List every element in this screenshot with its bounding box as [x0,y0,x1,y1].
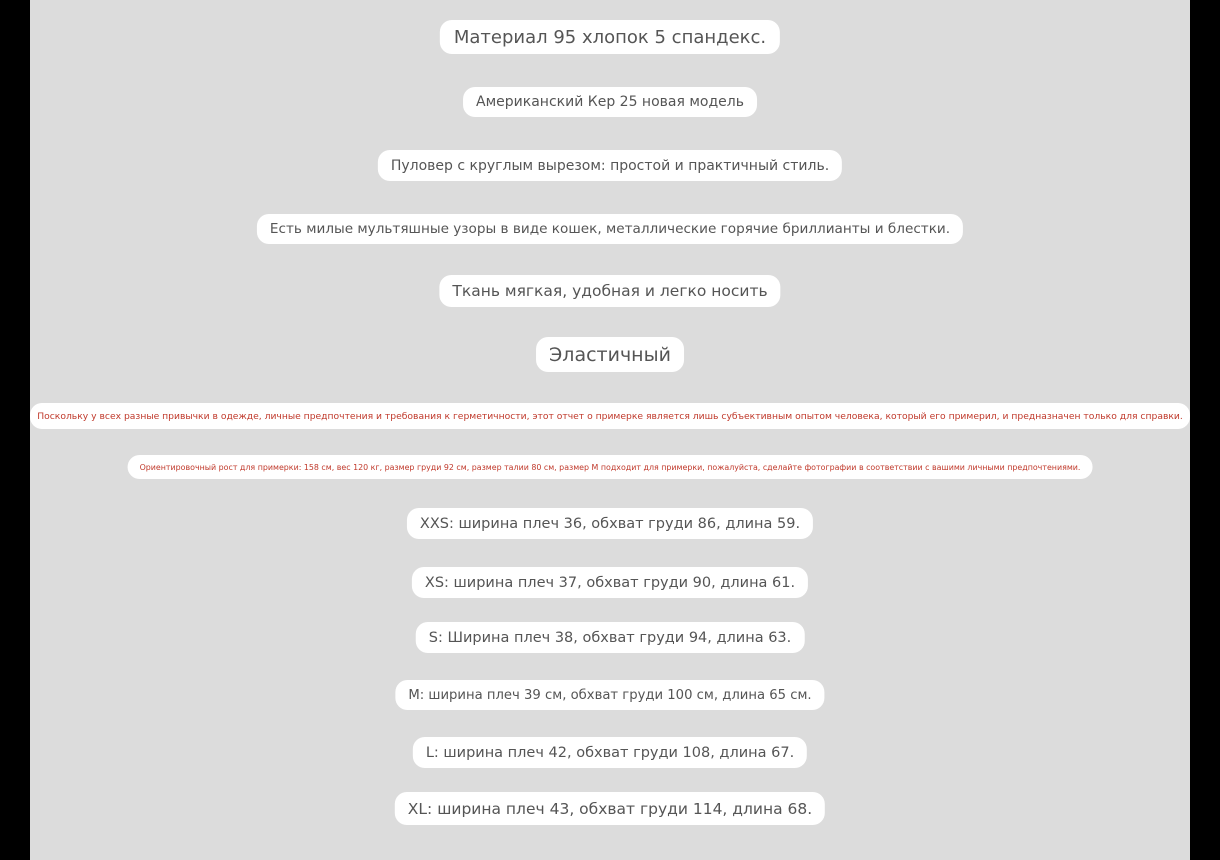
decor-label: Есть милые мультяшные узоры в виде кошек, металлические горячие бриллианты и блестки. [257,214,963,244]
size-row-xl: XL: ширина плеч 43, обхват груди 114, длина 68. [395,792,825,825]
size-row-xs: XS: ширина плеч 37, обхват груди 90, длина 61. [412,567,808,598]
fabric-label: Ткань мягкая, удобная и легко носить [439,275,780,307]
size-row-l: L: ширина плеч 42, обхват груди 108, длина 67. [413,737,807,768]
fitting-note: Ориентировочный рост для примерки: 158 см, вес 120 кг, размер груди 92 см, размер талии 80 см, размер M подходит для примерки, пожалуйста, сделайте фотографии в соответствии с вашими личными предпочтениями. [128,455,1093,479]
size-row-xxs: XXS: ширина плеч 36, обхват груди 86, длина 59. [407,508,813,539]
product-description-page [30,0,1190,860]
style-label: Пуловер с круглым вырезом: простой и практичный стиль. [378,150,842,181]
material-label: Материал 95 хлопок 5 спандекс. [440,20,780,54]
model-label: Американский Кер 25 новая модель [463,87,757,117]
size-row-m: M: ширина плеч 39 см, обхват груди 100 см, длина 65 см. [395,680,824,710]
disclaimer-note: Поскольку у всех разные привычки в одежде, личные предпочтения и требования к герметичности, этот отчет о примерке является лишь субъективным опытом человека, который его примерил, и предназначен только для справки. [30,403,1190,429]
size-row-s: S: Ширина плеч 38, обхват груди 94, длина 63. [416,622,805,653]
elastic-label: Эластичный [536,337,684,372]
